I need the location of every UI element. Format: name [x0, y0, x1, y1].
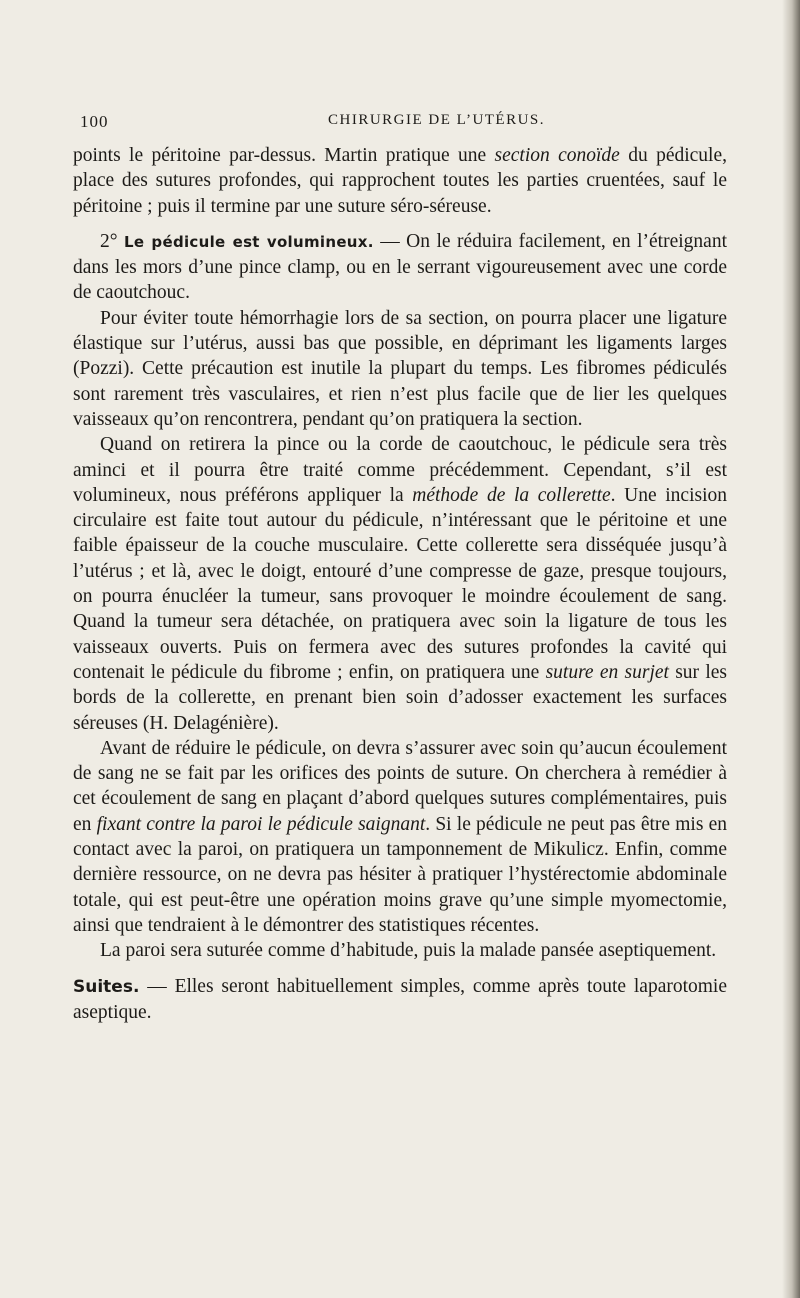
section-spacer [73, 219, 727, 229]
paragraph-4-text-e: sur les bords de la collerette, en prenant bien soin d’adosser exactement les surfaces séreuses (H. Delagénière). [73, 661, 727, 734]
paragraph-2 [73, 229, 727, 306]
paragraph-6-text: La paroi sera suturée comme d’habitude, puis la malade pansée aseptiquement. [100, 940, 717, 962]
paragraph-3 [73, 306, 727, 432]
paragraph-4-text-c: . Une incision circulaire est faite tout autour du pédicule, n’intéressant que le péritoine et une faible épaisseur de la couche musculaire. Cette collerette sera disséquée jusqu’à l’utérus ; et là, avec le doigt, entouré d’une compresse de gaze, presque toujours, on pourra énucléer la tumeur, sans provoquer le moindre écoulement de sang. Quand la tumeur sera détachée, on pratiquera avec soin la ligature de tous les vaisseaux ouverts. Puis on fermera avec des sutures profondes la cavité qui contenait le pédicule du fibrome ; enfin, on pratiquera une [73, 484, 728, 683]
paragraph-3-text: Pour éviter toute hémorrhagie lors de sa section, on pourra placer une ligature élastique sur l’utérus, aussi bas que possible, en déprimant les ligaments larges (Pozzi). Cette précaution est inutile la plupart du temps. Les fibromes pédiculés sont rarement très vasculaires, et rien n’est plus facile que de lier les quelques vaisseaux qu’on rencontrera, pendant qu’on pratiquera la section. [73, 307, 727, 430]
page-number: 100 [80, 112, 109, 131]
paragraph-4 [73, 432, 727, 736]
paragraph-5 [73, 736, 727, 938]
running-header [80, 112, 720, 138]
running-title: CHIRURGIE DE L’UTÉRUS. [328, 112, 546, 128]
section-spacer-2 [73, 964, 727, 974]
paragraph-4-italic-1: méthode de la collerette [412, 484, 611, 506]
paragraph-7-text: — Elles seront habituellement simples, comme après toute laparotomie aseptique. [73, 975, 727, 1023]
paragraph-5-text-a: Avant de réduire le pédicule, on devra s’assurer avec soin qu’aucun écoulement de sang ne se fait par les orifices des points de suture. On cherchera à remédier à cet écoulement de sang en plaçant d’abord quelques sutures complémentaires, puis en [73, 737, 727, 835]
paragraph-4-text-a: Quand on retirera la pince ou la corde de caoutchouc, le pédicule sera très aminci et il pourra être traité comme précédemment. Cependant, s’il est volumineux, nous préférons appliquer la [73, 434, 727, 506]
paragraph-2-text: — On le réduira facilement, en l’étreignant dans les mors d’une pince clamp, ou en le serrant vigoureusement avec une corde de caoutchouc. [73, 230, 727, 304]
section-heading: Le pédicule est volumineux. [124, 232, 374, 251]
paragraph-1 [73, 143, 727, 219]
page-edge-shadow [782, 0, 800, 1298]
paragraph-5-italic: fixant contre la paroi le pédicule saignant [96, 813, 426, 835]
section-number: 2° [100, 230, 124, 252]
paragraph-4-italic-2: suture en surjet [545, 661, 669, 683]
suites-heading: Suites. [73, 976, 140, 997]
paragraph-1-italic: section conoïde [494, 145, 620, 166]
paragraph-6 [73, 938, 727, 963]
paragraph-5-text-c: . Si le pédicule ne peut pas être mis en contact avec la paroi, on pratiquera un tamponnement de Mikulicz. Enfin, comme dernière ressource, on ne devra pas hésiter à pratiquer l’hystérectomie abdominale totale, qui est peut-être une opération moins grave qu’une simple myomectomie, ainsi que tendraient à le démontrer des statistiques récentes. [73, 813, 728, 936]
body-text [73, 143, 727, 1025]
paragraph-7 [73, 974, 727, 1026]
paragraph-1-text-a: points le péritoine par-dessus. Martin pratique une [73, 145, 495, 166]
paragraph-1-text-c: du pédicule, place des sutures profondes, qui rapprochent toutes les parties cruentées, sauf le péritoine ; puis il termine par une suture séro-séreuse. [73, 145, 727, 217]
